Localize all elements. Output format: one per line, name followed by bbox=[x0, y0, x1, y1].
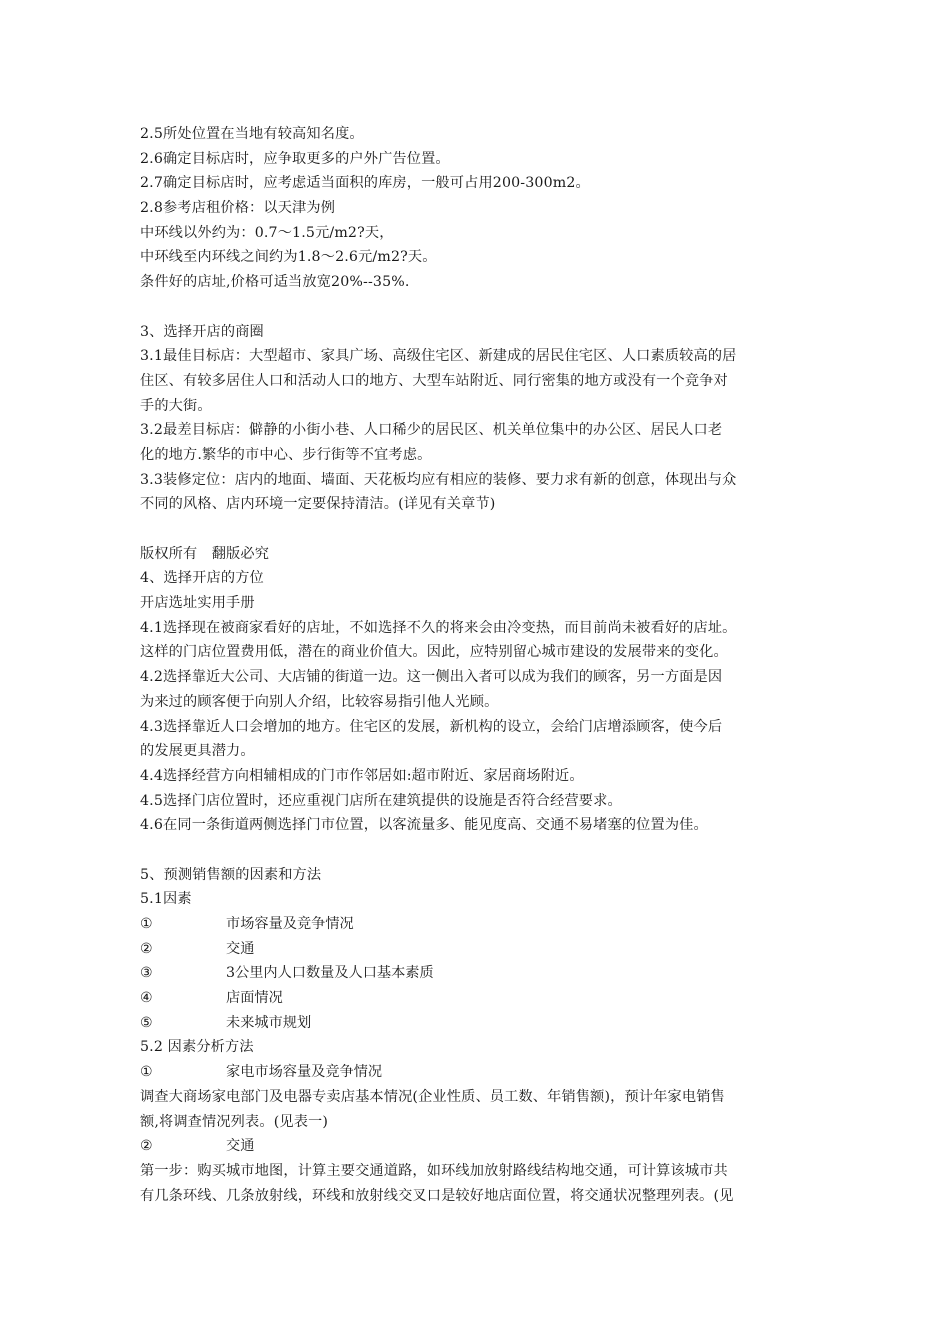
list-item bbox=[140, 1134, 820, 1159]
list-number: ① bbox=[140, 1064, 153, 1081]
text-line: 有几条环线、几条放射线，环线和放射线交叉口是较好地店面位置，将交通状况整理列表。(见 bbox=[140, 1187, 734, 1204]
list-text: 家电市场容量及竞争情况 bbox=[226, 1064, 383, 1081]
text-line: 3.2最差目标店：僻静的小街小巷、人口稀少的居民区、机关单位集中的办公区、居民人口老 bbox=[140, 422, 723, 439]
blank-line bbox=[140, 517, 820, 542]
list-text: 交通 bbox=[226, 1138, 255, 1155]
text-line: 2.8参考店租价格：以天津为例 bbox=[140, 200, 336, 217]
text-line: 3.1最佳目标店：大型超市、家具广场、高级住宅区、新建成的居民住宅区、人口素质较高的居 bbox=[140, 348, 737, 365]
list-item bbox=[140, 912, 820, 937]
text-line: 4.6在同一条街道两侧选择门市位置，以客流量多、能见度高、交通不易堵塞的位置为佳。 bbox=[140, 817, 708, 834]
section-heading: 4、选择开店的方位 bbox=[140, 570, 264, 587]
text-line: 额,将调查情况列表。(见表一) bbox=[140, 1113, 329, 1130]
list-item bbox=[140, 1060, 820, 1085]
text-line: 4.5选择门店位置时，还应重视门店所在建筑提供的设施是否符合经营要求。 bbox=[140, 792, 622, 809]
list-number: ② bbox=[140, 940, 153, 957]
copyright-notice: 版权所有 翻版必究 bbox=[140, 545, 270, 562]
list-item bbox=[140, 986, 820, 1011]
section-heading: 3、选择开店的商圈 bbox=[140, 323, 264, 340]
subsection-heading: 5.2 因素分析方法 bbox=[140, 1039, 254, 1056]
blank-line bbox=[140, 838, 820, 863]
text-line: 2.6确定目标店时，应争取更多的户外广告位置。 bbox=[140, 150, 450, 167]
text-line: 3.3装修定位：店内的地面、墙面、天花板均应有相应的装修、要力求有新的创意，体现出与众 bbox=[140, 471, 737, 488]
list-text: 3公里内人口数量及人口基本素质 bbox=[226, 965, 434, 982]
text-line: 为来过的顾客便于向别人介绍，比较容易指引他人光顾。 bbox=[140, 693, 499, 710]
section-heading: 5、预测销售额的因素和方法 bbox=[140, 866, 322, 883]
list-number: ② bbox=[140, 1138, 153, 1155]
list-item bbox=[140, 937, 820, 962]
blank-line bbox=[140, 295, 820, 320]
text-line: 中环线以外约为：0.7～1.5元/m2?天， bbox=[140, 224, 394, 241]
text-line: 不同的风格、店内环境一定要保持清洁。(详见有关章节) bbox=[140, 496, 496, 513]
list-text: 未来城市规划 bbox=[226, 1014, 312, 1031]
text-line: 条件好的店址,价格可适当放宽20%--35%. bbox=[140, 274, 410, 291]
list-number: ⑤ bbox=[140, 1014, 153, 1031]
text-line: 2.5所处位置在当地有较高知名度。 bbox=[140, 126, 364, 142]
list-text: 市场容量及竞争情况 bbox=[226, 916, 354, 932]
text-line: 4.3选择靠近人口会增加的地方。住宅区的发展，新机构的设立，会给门店增添顾客，使今后 bbox=[140, 718, 723, 735]
manual-title: 开店选址实用手册 bbox=[140, 595, 255, 612]
list-item bbox=[140, 961, 820, 986]
text-line: 的发展更具潜力。 bbox=[140, 743, 255, 760]
list-number: ④ bbox=[140, 990, 153, 1007]
text-line: 化的地方.繁华的市中心、步行街等不宜考虑。 bbox=[140, 446, 432, 463]
text-line: 这样的门店位置费用低，潜在的商业价值大。因此，应特别留心城市建设的发展带来的变化。 bbox=[140, 644, 728, 661]
text-line: 住区、有较多居住人口和活动人口的地方、大型车站附近、同行密集的地方或没有一个竞争对 bbox=[140, 372, 728, 389]
text-line: 2.7确定目标店时，应考虑适当面积的库房，一般可占用200-300m2。 bbox=[140, 175, 590, 192]
text-line: 调查大商场家电部门及电器专卖店基本情况(企业性质、员工数、年销售额)，预计年家电销售 bbox=[140, 1088, 725, 1105]
text-line: 手的大街。 bbox=[140, 397, 212, 414]
list-number: ① bbox=[140, 916, 153, 932]
text-line: 第一步：购买城市地图，计算主要交通道路，如环线加放射路线结构地交通，可计算该城市共 bbox=[140, 1162, 728, 1179]
subsection-heading: 5.1因素 bbox=[140, 891, 192, 908]
text-line: 4.1选择现在被商家看好的店址，不如选择不久的将来会由冷变热，而目前尚未被看好的店址。 bbox=[140, 619, 737, 636]
text-line: 4.4选择经营方向相辅相成的门市作邻居如:超市附近、家居商场附近。 bbox=[140, 767, 584, 784]
list-text: 交通 bbox=[226, 940, 255, 957]
text-line: 4.2选择靠近大公司、大店铺的街道一边。这一侧出入者可以成为我们的顾客，另一方面是因 bbox=[140, 669, 723, 686]
list-item bbox=[140, 1011, 820, 1036]
list-text: 店面情况 bbox=[226, 990, 283, 1007]
document-page bbox=[140, 122, 820, 1208]
list-number: ③ bbox=[140, 965, 153, 982]
text-line: 中环线至内环线之间约为1.8～2.6元/m2?天。 bbox=[140, 249, 437, 266]
